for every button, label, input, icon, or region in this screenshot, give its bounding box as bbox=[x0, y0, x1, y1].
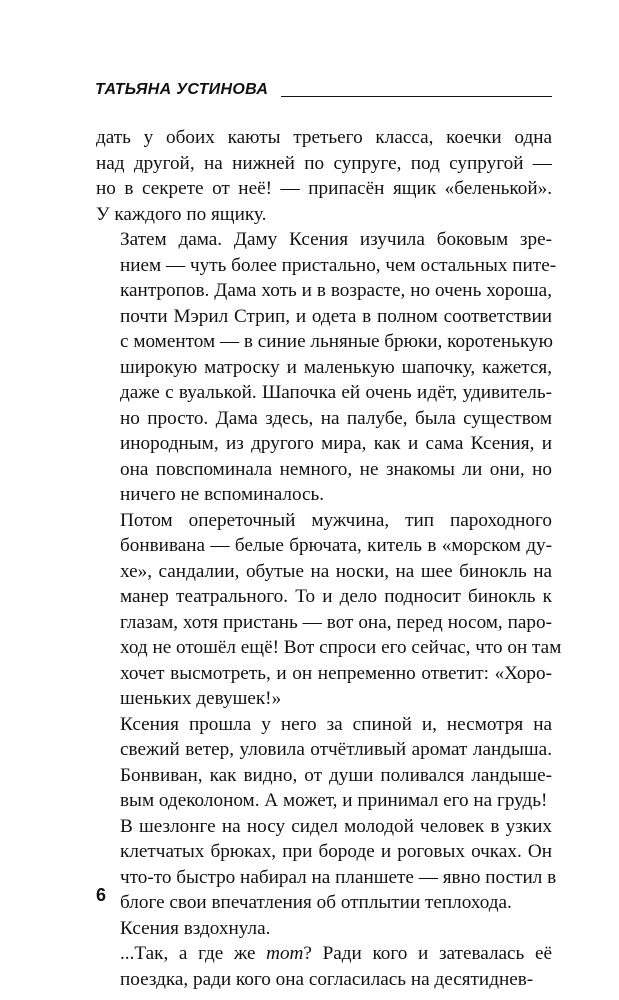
text-line: глазам, хотя пристань — вот она, перед носом, паро- bbox=[120, 611, 552, 633]
header-rule bbox=[281, 96, 552, 97]
text-line: даже с вуалькой. Шапочка ей очень идёт, удивитель- bbox=[120, 382, 552, 403]
text-line: что-то быстро набирал на планшете — явно постил в bbox=[120, 866, 557, 888]
emphasis: тот bbox=[266, 943, 304, 964]
text-line: блоге свои впечатления об отплытии теплохода. bbox=[120, 892, 512, 913]
text-line: но просто. Дама здесь, на палубе, была существом bbox=[120, 407, 552, 429]
text-line: поездка, ради кого она согласилась на десятиднев- bbox=[120, 968, 534, 990]
text-line: ничего не вспоминалось. bbox=[120, 484, 325, 505]
text-line: кантропов. Дама хоть и в возрасте, но очень хороша, bbox=[120, 280, 552, 301]
text-line: Потом опереточный мужчина, тип пароходного bbox=[120, 509, 552, 531]
text-line: широкую матроску и маленькую шапочку, кажется, bbox=[120, 356, 552, 378]
text-line: клетчатых брюках, при бороде и роговых очках. Он bbox=[120, 841, 552, 862]
paragraph bbox=[96, 508, 562, 712]
text-line: инородным, из другого мира, как и сама Ксения, и bbox=[120, 433, 552, 454]
text-line: над другой, на нижней по супруге, под супругой — bbox=[96, 152, 552, 174]
text-line: вым одеколоном. А может, и принимал его на грудь! bbox=[120, 790, 548, 811]
text-line: У каждого по ящику. bbox=[96, 203, 267, 225]
text-line: Ксения прошла у него за спиной и, несмотря на bbox=[120, 713, 552, 735]
text-line: Затем дама. Даму Ксения изучила боковым зре- bbox=[120, 229, 552, 250]
text-line: свежий ветер, уловила отчётливый аромат ландыша. bbox=[120, 739, 552, 760]
body-text bbox=[96, 125, 562, 992]
text-line: В шезлонге на носу сидел молодой человек в узких bbox=[120, 815, 552, 837]
text-line: хе», сандалии, обутые на носки, на шее бинокль на bbox=[120, 560, 552, 582]
text-line: она повспоминала немного, не знакомы ли они, но bbox=[120, 458, 552, 480]
text-line: ...Так, а где же тот? Ради кого и затевалась её bbox=[120, 943, 552, 964]
text-line: ход не отошёл ещё! Вот спроси его сейчас, что он там bbox=[120, 637, 562, 658]
paragraph bbox=[96, 941, 552, 992]
text-line: Ксения вздохнула. bbox=[120, 917, 271, 939]
text-line: с моментом — в синие льняные брюки, коротенькую bbox=[120, 331, 553, 352]
paragraph bbox=[96, 712, 552, 814]
text-line: почти Мэрил Стрип, и одета в полном соответствии bbox=[120, 305, 552, 327]
paragraph bbox=[96, 916, 552, 942]
text-line: но в секрете от неё! — припасён ящик «беленькой». bbox=[96, 178, 552, 199]
page-number: 6 bbox=[96, 885, 107, 905]
text-line: дать у обоих каюты третьего класса, коечки одна bbox=[96, 127, 552, 148]
text-line: хочет высмотреть, и он непременно ответит: «Хоро- bbox=[120, 662, 552, 684]
paragraph bbox=[96, 227, 557, 508]
text-line: Бонвиван, как видно, от души поливался ландыше- bbox=[120, 764, 552, 786]
text-line: шеньких девушек!» bbox=[120, 688, 282, 709]
text-line: манер театрального. То и дело подносит бинокль к bbox=[120, 586, 552, 607]
paragraph bbox=[96, 814, 557, 916]
text-line: бонвивана — белые брючата, китель в «морском ду- bbox=[120, 535, 552, 556]
text-line: нием — чуть более пристально, чем остальных пите- bbox=[120, 254, 557, 276]
header-author: ТАТЬЯНА УСТИНОВА bbox=[95, 81, 269, 98]
paragraph bbox=[96, 125, 552, 227]
running-header bbox=[95, 81, 552, 101]
